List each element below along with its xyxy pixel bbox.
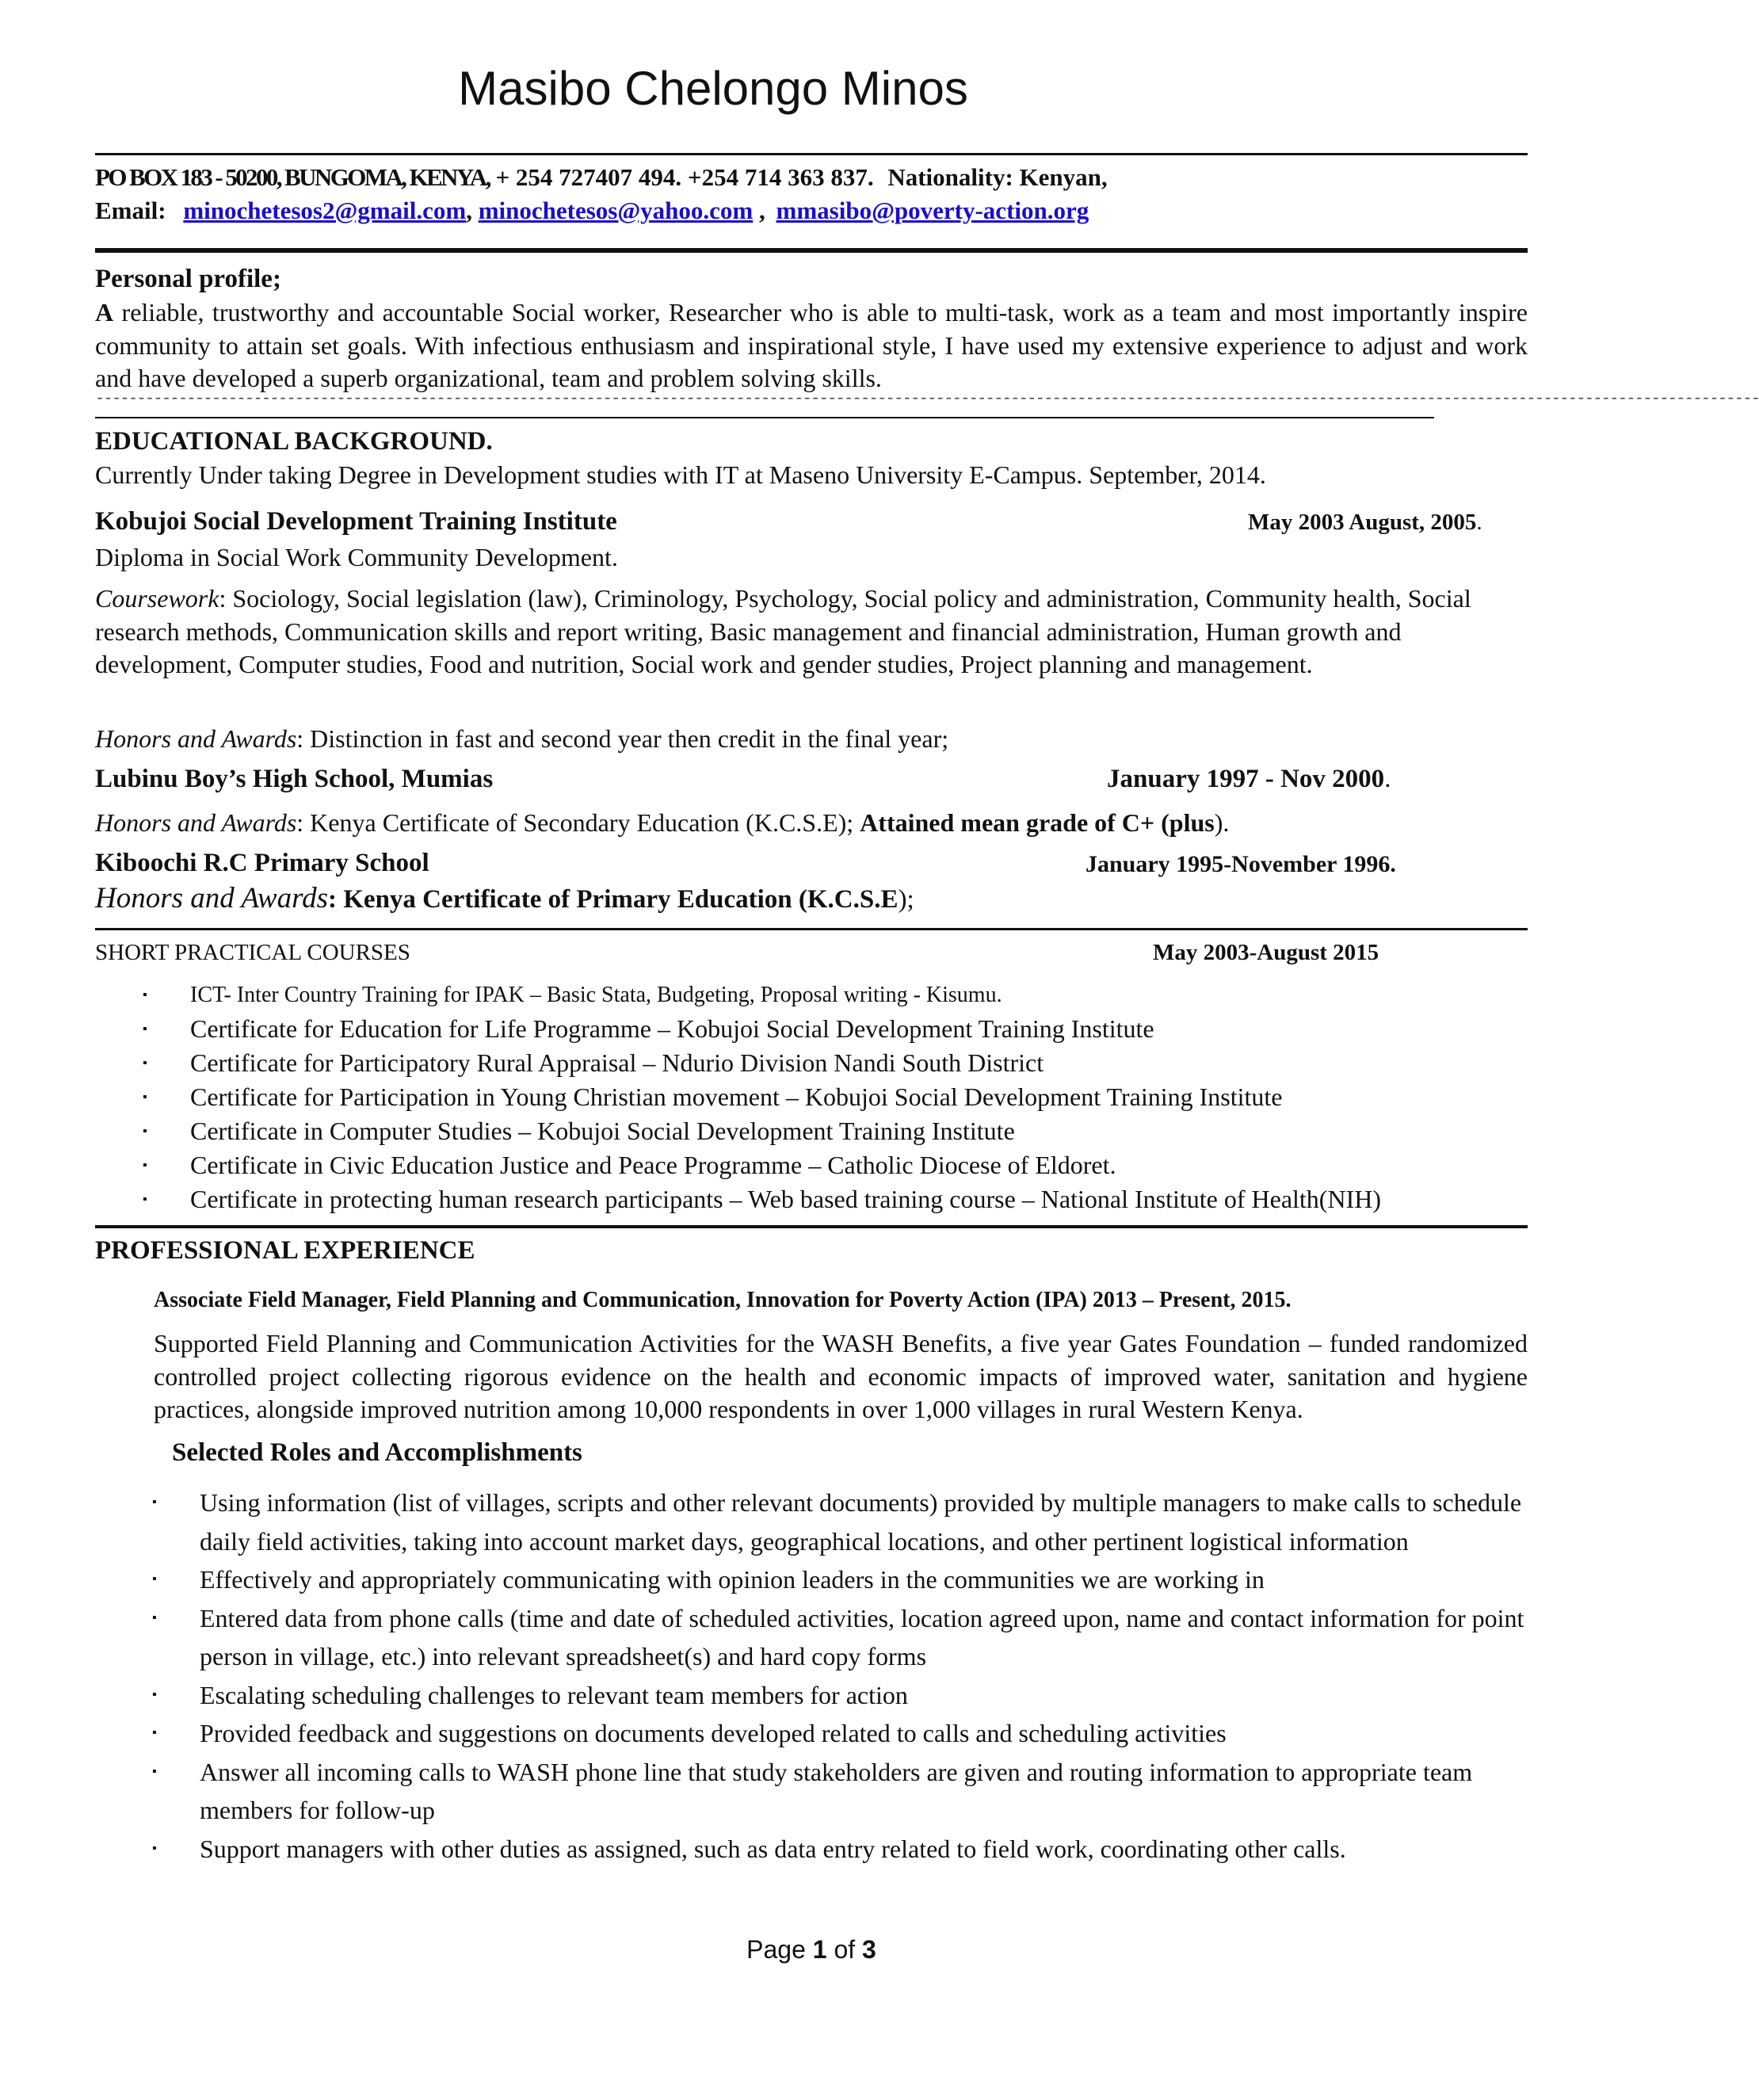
- bullet-icon: ▪: [152, 1495, 157, 1509]
- honors-text: : Distinction in fast and second year then credit in the final year;: [296, 724, 949, 753]
- page-footer: [0, 1935, 1623, 1964]
- email-link-yahoo[interactable]: minochetesos@yahoo.com: [478, 197, 754, 224]
- short-courses-heading: SHORT PRACTICAL COURSES: [95, 940, 410, 965]
- coursework-label: Coursework: [95, 584, 219, 613]
- role-item: [95, 1599, 1528, 1676]
- course-item: [95, 1182, 1521, 1216]
- current-study: Currently Under taking Degree in Development studies with IT at Maseno University E-Campus. September, 2014.: [95, 460, 1266, 489]
- header-rule-bottom: [95, 248, 1528, 253]
- bullet-icon: ▪: [152, 1610, 157, 1625]
- bullet-icon: ▪: [143, 1090, 147, 1104]
- short-courses-dates: May 2003-August 2015: [1153, 940, 1379, 965]
- job-summary: Supported Field Planning and Communication Activities for the WASH Benefits, a five year Gates Foundation – funded randomized controlled project collecting rigorous evidence on the health and economic impacts of improved water, sanitation and hygiene practices, alongside improved nutrition among 10,000 respondents in over 1,000 villages in rural Western Kenya.: [154, 1329, 1528, 1423]
- course-item: [95, 1012, 1521, 1046]
- course-item-text: ICT- Inter Country Training for IPAK – Basic Stata, Budgeting, Proposal writing - Kisumu.: [190, 983, 1002, 1007]
- phone-numbers: + 254 727407 494. +254 714 363 837.: [495, 163, 874, 191]
- course-item-text: Certificate for Participatory Rural Appraisal – Ndurio Division Nandi South District: [190, 1048, 1044, 1077]
- email-link-gmail[interactable]: minochetesos2@gmail.com: [183, 197, 467, 224]
- kobujoi-honors: [95, 723, 1528, 756]
- course-item-text: Certificate for Education for Life Programme – Kobujoi Social Development Training Institute: [190, 1014, 1154, 1043]
- short-courses-list: [95, 978, 1521, 1216]
- role-item-text: Support managers with other duties as assigned, such as data entry related to field work, coordinating other calls.: [200, 1834, 1346, 1863]
- kiboochi-honors: Honors and Awards: Kenya Certificate of Primary Education (K.C.S.E);: [95, 882, 914, 914]
- course-item: [95, 1046, 1521, 1080]
- lubinu-dates: January 1997 - Nov 2000.: [1107, 765, 1391, 793]
- postal-address: PO BOX 183 - 50200, BUNGOMA, KENYA,: [95, 163, 490, 191]
- section-rule: [95, 1225, 1528, 1228]
- personal-profile-section: [95, 262, 1528, 395]
- course-item-text: Certificate in protecting human research participants – Web based training course – National Institute of Health(NIH): [190, 1185, 1381, 1213]
- profile-body: reliable, trustworthy and accountable Social worker, Researcher who is able to multi-task, work as a team and most importantly inspire community to attain set goals. With infectious enthusiasm and inspirational style, I have used my extensive experience to adjust and work and have developed a superb organizational, team and problem solving skills.: [95, 298, 1528, 392]
- role-item: [95, 1560, 1528, 1599]
- coursework-text: : Sociology, Social legislation (law), Criminology, Psychology, Social policy and administration, Community health, Social research methods, Communication skills and report writing, Basic management and financial administration, Human growth and development, Computer studies, Food and nutrition, Social work and gender studies, Project planning and management.: [95, 584, 1471, 678]
- kiboochi-dates: January 1995-November 1996.: [1086, 851, 1396, 877]
- role-item-text: Escalating scheduling challenges to relevant team members for action: [200, 1680, 908, 1709]
- role-item-text: Provided feedback and suggestions on documents developed related to calls and scheduling activities: [200, 1719, 1227, 1747]
- role-item: [95, 1753, 1528, 1830]
- kobujoi-coursework: [95, 582, 1528, 682]
- kobujoi-dates: May 2003 August, 2005.: [1248, 510, 1482, 535]
- bullet-icon: ▪: [152, 1726, 157, 1739]
- bullet-icon: ▪: [143, 1159, 147, 1172]
- email-line: [95, 197, 1089, 225]
- bullet-icon: ▪: [143, 988, 147, 1002]
- bullet-icon: ▪: [152, 1764, 157, 1778]
- role-item-text: Using information (list of villages, scripts and other relevant documents) provided by multiple managers to make calls to schedule daily field activities, taking into account market days, geographical locations, and other pertinent logistical information: [200, 1488, 1522, 1556]
- role-item: [95, 1714, 1528, 1753]
- role-item: [95, 1483, 1528, 1560]
- course-item: [95, 1080, 1521, 1114]
- bullet-icon: ▪: [152, 1687, 157, 1701]
- total-pages: 3: [862, 1935, 876, 1964]
- honors-label: Honors and Awards: [95, 808, 297, 837]
- bullet-icon: ▪: [143, 1193, 147, 1206]
- course-item-text: Certificate for Participation in Young Christian movement – Kobujoi Social Development Training Institute: [190, 1082, 1283, 1111]
- education-section: [95, 424, 1528, 492]
- profile-heading: Personal profile;: [95, 265, 281, 293]
- bullet-icon: ▪: [143, 1124, 147, 1138]
- honors-label: Honors and Awards: [95, 724, 297, 753]
- education-heading: EDUCATIONAL BACKGROUND.: [95, 427, 493, 456]
- candidate-name: Masibo Chelongo Minos: [458, 62, 968, 115]
- contact-line: [95, 163, 1108, 192]
- of-word: of: [834, 1935, 856, 1964]
- role-item: [95, 1830, 1528, 1869]
- profile-text: [95, 296, 1528, 395]
- kiboochi-name: Kiboochi R.C Primary School: [95, 849, 429, 877]
- honors-label: Honors and Awards: [95, 882, 329, 914]
- course-item-text: Certificate in Civic Education Justice and Peace Programme – Catholic Diocese of Eldoret.: [190, 1151, 1116, 1179]
- experience-heading: PROFESSIONAL EXPERIENCE: [95, 1236, 475, 1265]
- email-separator: ,: [753, 197, 765, 224]
- bullet-icon: ▪: [143, 1022, 147, 1036]
- kobujoi-diploma: Diploma in Social Work Community Development.: [95, 543, 618, 571]
- course-item: [95, 1148, 1521, 1182]
- role-item: [95, 1676, 1528, 1715]
- email-label: Email:: [95, 197, 166, 224]
- section-rule: [95, 928, 1528, 930]
- lubinu-name: Lubinu Boy’s High School, Mumias: [95, 765, 494, 793]
- page-word: Page: [746, 1935, 806, 1964]
- course-item: [95, 978, 1521, 1012]
- course-item: [95, 1114, 1521, 1148]
- dashed-divider: --------------------------------------------------------------------------------------------------------------------------------------------------------------------------------------------------------: [95, 390, 1434, 418]
- lubinu-honors: Honors and Awards: Kenya Certificate of Secondary Education (K.C.S.E); Attained mean grade of C+ (plus).: [95, 808, 1230, 837]
- course-item-text: Certificate in Computer Studies – Kobujoi Social Development Training Institute: [190, 1117, 1015, 1145]
- roles-heading: Selected Roles and Accomplishments: [172, 1438, 582, 1467]
- roles-list: [95, 1483, 1528, 1868]
- kobujoi-name: Kobujoi Social Development Training Institute: [95, 507, 617, 536]
- role-item-text: Entered data from phone calls (time and date of scheduled activities, location agreed upon, name and contact information for point person in village, etc.) into relevant spreadsheet(s) and hard copy forms: [200, 1603, 1524, 1670]
- bullet-icon: ▪: [152, 1841, 157, 1855]
- role-item-text: Effectively and appropriately communicating with opinion leaders in the communities we are working in: [200, 1565, 1265, 1594]
- role-item-text: Answer all incoming calls to WASH phone line that study stakeholders are given and routing information to appropriate team members for follow-up: [200, 1757, 1473, 1824]
- header-rule-top: [95, 153, 1528, 155]
- nationality: Nationality: Kenyan,: [887, 163, 1108, 191]
- email-link-ipa[interactable]: mmasibo@poverty-action.org: [776, 197, 1089, 224]
- profile-lead: A: [95, 298, 114, 326]
- bullet-icon: ▪: [143, 1056, 147, 1070]
- job-title: Associate Field Manager, Field Planning and Communication, Innovation for Poverty Action (IPA) 2013 – Present, 2015.: [154, 1288, 1292, 1312]
- bullet-icon: ▪: [152, 1572, 157, 1586]
- email-separator: ,: [466, 197, 472, 224]
- current-page: 1: [812, 1935, 827, 1964]
